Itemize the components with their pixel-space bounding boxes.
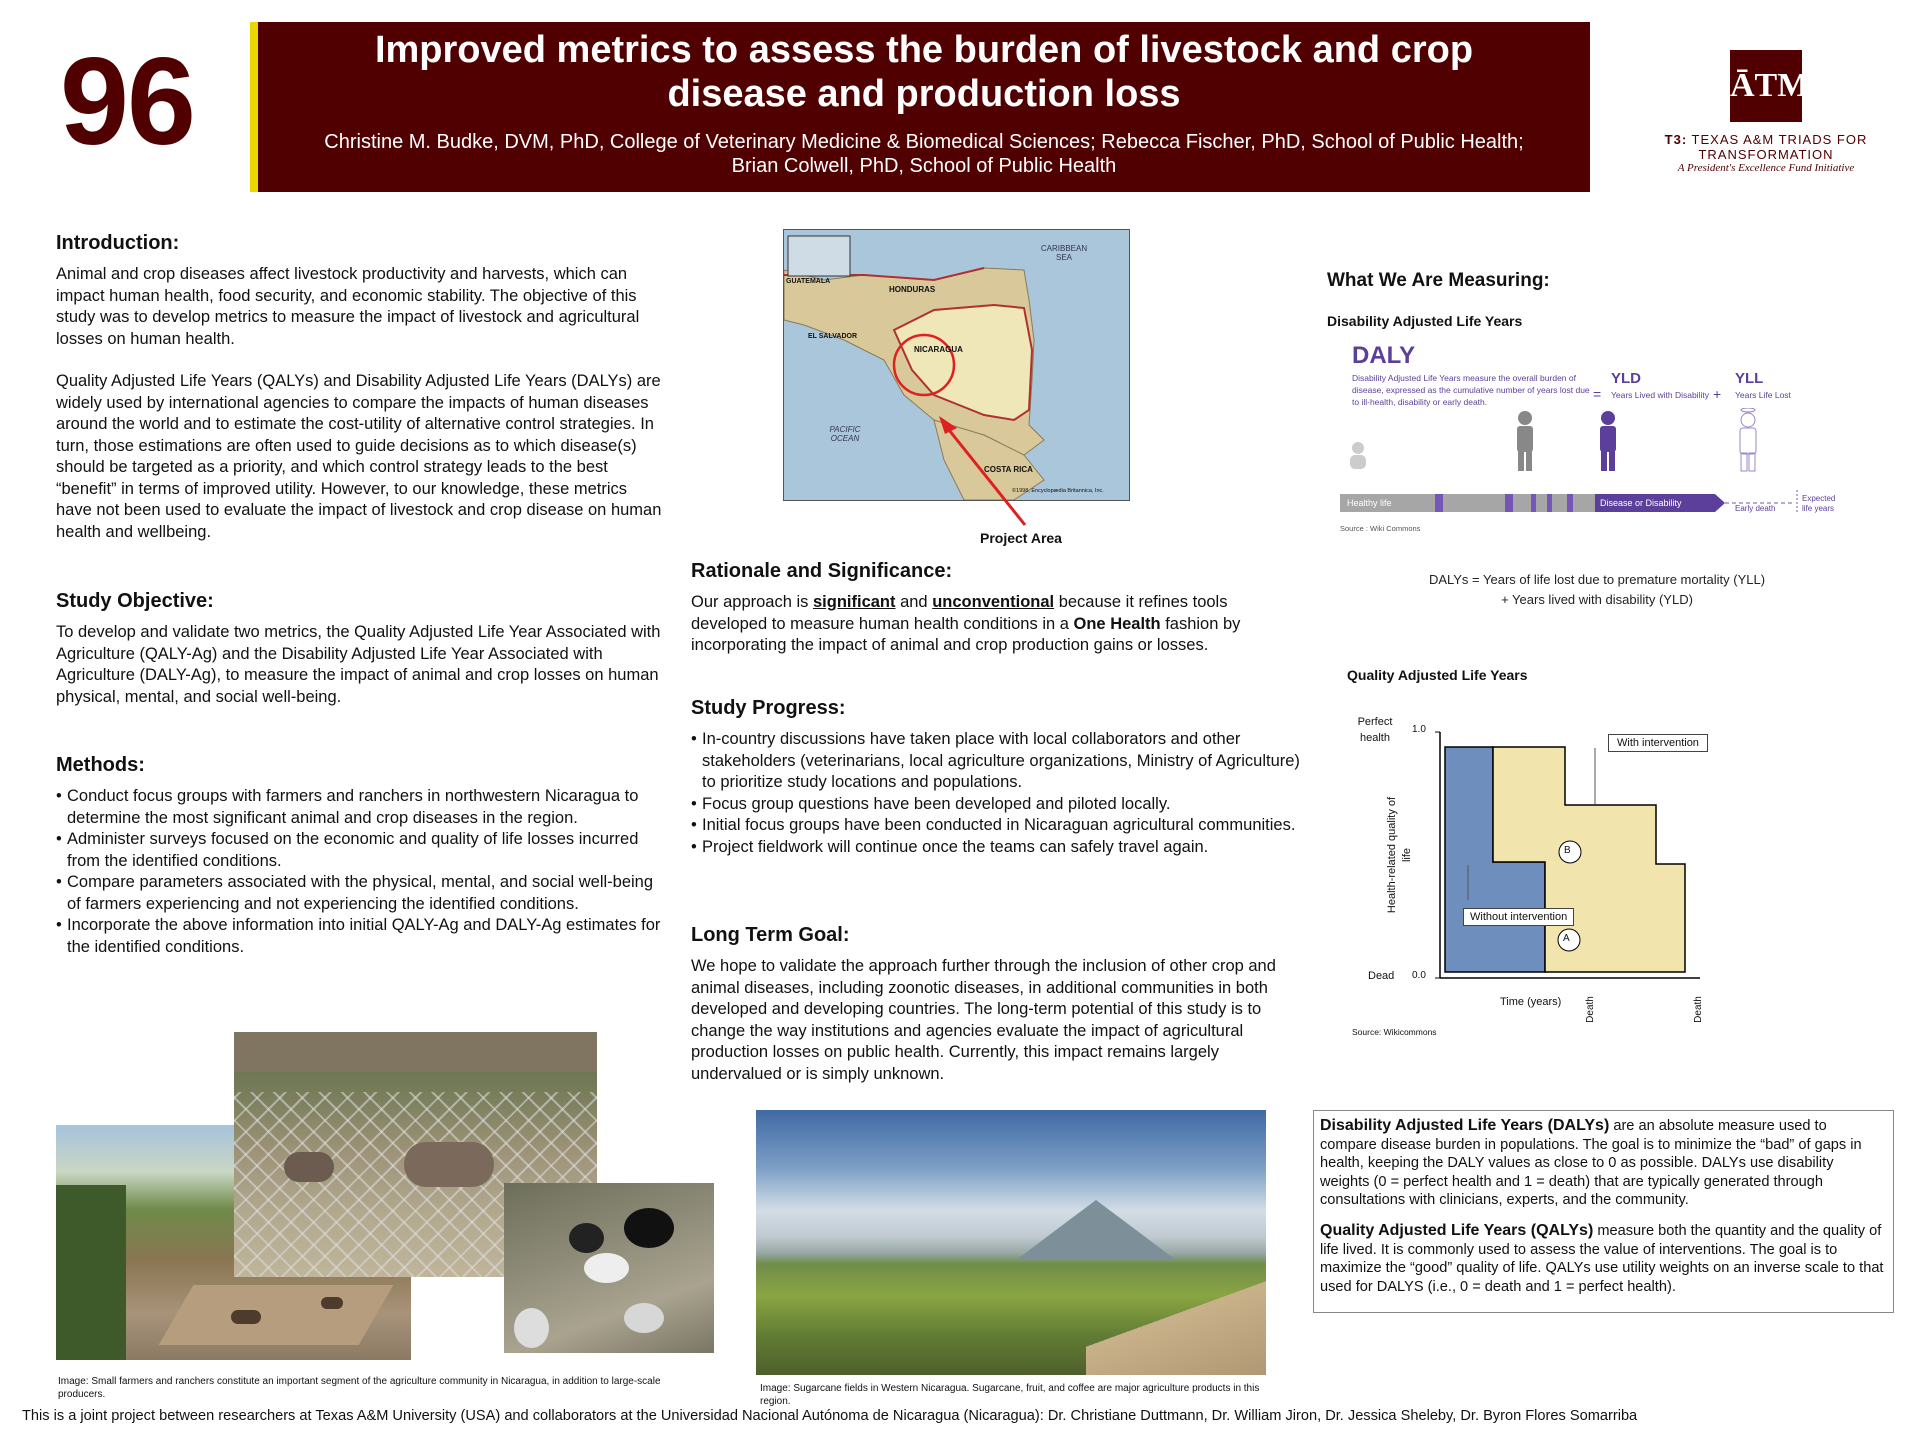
long-term-text: We hope to validate the approach further through the inclusion of other crop and animal diseases, including zoonotic diseases, in additional communities in both developed and developing countries. The long-term potential of this study is to change the way institutions and agencies evaluate the impact of agricultural production losses on public health. Currently, this impact remains largely undervalued or is simply unknown. [691,957,1276,1083]
daly-term: Disability Adjusted Life Years (DALYs) [1320,1117,1610,1134]
objective-text: To develop and validate two metrics, the Quality Adjusted Life Year Associated with Agriculture (QALY-Ag) and the Disability Adjusted Life Year Associated with Agriculture (DALY-Ag), to measure the impact of animal and crop losses on human physical, mental, and social well-being. [56,623,661,706]
dirt-path-shape [159,1285,394,1345]
title-line-1: Improved metrics to assess the burden of livestock and crop [374,29,1474,71]
long-term-section [691,924,1301,1085]
qaly-heading: Quality Adjusted Life Years [1347,667,1528,683]
qaly-source: Source: Wikicommons [1352,1027,1437,1037]
map-label-pacific: PACIFIC OCEAN [829,425,861,443]
disability-mark [1435,494,1443,512]
methods-item: • Compare parameters associated with the physical, mental, and social well-being of farmers experiencing and not experiencing the identified conditions. [56,872,666,915]
progress-list [691,729,1301,858]
plus-sign: + [1713,386,1722,402]
daly-formula-line-2: + Years lived with disability (YLD) [1501,592,1693,607]
rationale-text [691,592,1296,657]
project-area-arrow [935,410,1055,530]
white-chicken-shape [514,1308,549,1348]
dead-label: Dead [1368,970,1395,982]
daly-formula [1327,570,1867,610]
daly-figures-svg [1335,408,1845,513]
progress-item: • Initial focus groups have been conducted in Nicaraguan agricultural communities. [691,815,1301,837]
volcano-shape [1016,1200,1176,1260]
methods-item: • Incorporate the above information into initial QALY-Ag and DALY-Ag estimates for the identified conditions. [56,915,666,958]
measuring-heading: What We Are Measuring: [1327,270,1550,291]
death-label-2: Death [1692,996,1704,1023]
t3-text [1636,132,1896,162]
black-chicken-shape [569,1223,604,1253]
dirt-road-shape [1086,1270,1266,1375]
y-top-label: 1.0 [1412,724,1426,735]
white-chicken-shape [624,1303,664,1333]
progress-heading: Study Progress: [691,697,846,719]
atm-logo-mark: ĀTM [1730,50,1802,122]
inset-map [788,236,850,276]
poster-number: 96 [60,33,194,171]
t3-subtitle: A President's Excellence Fund Initiative [1677,162,1855,174]
daly-heading: Disability Adjusted Life Years [1327,313,1523,329]
methods-list [56,786,666,958]
yld-label: YLD [1611,370,1641,387]
t3-name: TEXAS A&M TRIADS FOR TRANSFORMATION [1691,132,1868,162]
qaly-term: Quality Adjusted Life Years (QALYs) [1320,1221,1594,1239]
introduction-section [56,232,666,543]
significant-emphasis: significant [812,593,896,611]
pig-shape [284,1152,334,1182]
yld-sublabel: Years Lived with Disability [1611,390,1709,400]
rationale-text-part: and [895,593,933,611]
white-chicken-shape [584,1253,629,1283]
map-copyright: ©1998, Encyclopædia Britannica, Inc. [1012,488,1104,494]
poster-title [258,28,1590,116]
y-bottom-label: 0.0 [1412,970,1426,981]
map-label-nicaragua: NICARAGUA [914,345,963,354]
sick-figure [1600,411,1616,471]
introduction-paragraph-2: Quality Adjusted Life Years (QALYs) and Disability Adjusted Life Years (DALYs) are widely used by international agencies to compare the impacts of human diseases around the world and to estimate the cost-utility of alternative control strategies. In turn, those estimations are often used to guide decisions as to which disease(s) should be targeted as a priority, and which control strategy leads to the best “benefit” in terms of improved utility. However, to our knowledge, these metrics have not been used to evaluate the impact of livestock and crop disease on human health and wellbeing. [56,372,662,541]
disability-mark [1505,494,1513,512]
rationale-heading: Rationale and Significance: [691,560,953,582]
methods-item: • Conduct focus groups with farmers and ranchers in northwestern Nicaragua to determine the most significant animal and crop diseases in the region. [56,786,666,829]
objective-section [56,590,666,708]
pig-shape [321,1297,343,1309]
introduction-heading: Introduction: [56,232,180,254]
disability-mark [1567,494,1573,512]
daly-description: Disability Adjusted Life Years measure the overall burden of disease, expressed as the cumulative number of years lost due to ill-health, disability or early death. [1352,373,1590,407]
disability-mark [1547,494,1552,512]
rationale-text-part: because it refines tools developed to measure human health conditions in a [691,593,1228,633]
map-label-el-salvador: EL SALVADOR [808,333,858,340]
yll-label: YLL [1735,370,1764,387]
daly-title: DALY [1352,342,1416,369]
methods-item: • Administer surveys focused on the economic and quality of life losses incurred from the identified conditions. [56,829,666,872]
death-label-1: Death [1584,996,1596,1023]
unconventional-emphasis: unconventional [932,593,1055,611]
qaly-definition-text: measure both the quantity and the quality of life lived. It is commonly used to assess the value of interventions. The goal is to maximize the “good” quality of life. QALYs use utility weights on an inverse scale to that used for DALYS (i.e., 0 = death and 1 = perfect health). [1320,1222,1884,1295]
qaly-definition [1320,1222,1887,1296]
rationale-text-part: fashion by incorporating the impact of animal and crop production gains or losses. [691,614,1241,654]
rationale-section [691,560,1296,657]
yll-sublabel: Years Life Lost [1735,390,1791,400]
pig-shape [404,1142,494,1187]
map-label-guatemala: GUATEMALA [786,278,831,285]
methods-heading: Methods: [56,754,145,776]
baby-figure [1350,442,1366,469]
authors-line-2: Brian Colwell, PhD, School of Public Health [731,155,1117,177]
with-intervention-label: With intervention [1608,734,1708,752]
daly-source: Source : Wiki Commons [1340,524,1421,533]
introduction-paragraph-1: Animal and crop diseases affect livestock productivity and harvests, which can impact human health, food security, and economic stability. The objective of this study was to develop metrics to measure the impact of livestock and agricultural losses on human health. [56,265,640,348]
a-label: A [1563,933,1570,944]
b-label: B [1564,845,1571,856]
equals-sign: = [1593,386,1602,402]
trees-shape [56,1185,126,1360]
map-label-honduras: HONDURAS [889,285,936,294]
angel-figure [1740,408,1756,471]
title-banner [250,22,1590,192]
healthy-life-label: Healthy life [1347,498,1392,508]
expected-life-label: Expected life years [1802,494,1836,513]
definitions-box [1313,1110,1894,1313]
chickens-photo [504,1183,714,1353]
title-line-2: disease and production loss [667,73,1181,115]
daly-formula-line-1: DALYs = Years of life lost due to premature mortality (YLL) [1428,572,1766,587]
x-axis-label: Time (years) [1500,996,1562,1008]
early-death-label: Early death [1735,504,1776,513]
farm-caption: Image: Small farmers and ranchers constitute an important segment of the agriculture community in Nicaragua, in addition to large-scale producers. [58,1376,661,1400]
daly-graphic [1335,338,1845,538]
footer-acknowledgement: This is a joint project between researchers at Texas A&M University (USA) and collaborators at the Universidad Nacional Autónoma de Nicaragua (Nicaragua): Dr. Christiane Duttmann, Dr. William Jiron, Dr. Jessica Sheleby, Dr. Byron Flores Somarriba [22,1408,1638,1424]
long-term-heading: Long Term Goal: [691,924,850,946]
qaly-chart-svg [1340,700,1870,1040]
sugarcane-photo [756,1110,1266,1375]
progress-item: • In-country discussions have taken place with local collaborators and other stakeholders (veterinarians, local agriculture organizations, Ministry of Agriculture) to prioritize study locations and populations. [691,729,1301,794]
perfect-health-label: Perfect health [1357,716,1393,744]
project-area-label: Project Area [980,530,1062,546]
progress-item: • Focus group questions have been developed and piloted locally. [691,794,1301,816]
authors-line-1: Christine M. Budke, DVM, PhD, College of Veterinary Medicine & Biomedical Sciences; Rebecca Fischer, PhD, School of Public Health; [324,131,1524,153]
progress-item: • Project fieldwork will continue once the teams can safely travel again. [691,837,1301,859]
sugarcane-caption: Image: Sugarcane fields in Western Nicaragua. Sugarcane, fruit, and coffee are major agriculture products in this region. [760,1383,1260,1407]
rationale-text-part: Our approach is [691,593,813,611]
disease-label: Disease or Disability [1600,498,1682,508]
disability-mark [1531,494,1536,512]
black-chicken-shape [624,1208,674,1248]
map-label-caribbean: CARIBBEAN SEA [1040,244,1088,262]
one-health-emphasis: One Health [1073,614,1161,633]
authors [258,130,1590,178]
qaly-chart [1340,700,1870,1040]
t3-prefix: T3: [1664,132,1688,147]
adult-figure [1517,411,1533,471]
y-axis-label: Health-related quality of life [1386,796,1413,914]
map-label-costa-rica: COSTA RICA [984,465,1033,474]
daly-definition-text: are an absolute measure used to compare disease burden in populations. The goal is to minimize the “bad” of gaps in health, keeping the DALY values as close to 0 as possible. DALYs use disability weights (0 = perfect health and 1 = death) that are typically generated through consultations with clinicians, experts, and the community. [1320,1118,1862,1209]
roof-shape [234,1032,597,1072]
objective-heading: Study Objective: [56,590,214,612]
without-intervention-label: Without intervention [1463,908,1574,926]
tamu-logo [1636,50,1896,174]
progress-section [691,697,1301,858]
methods-section [56,754,666,958]
pig-shape [231,1310,261,1324]
daly-definition [1320,1117,1887,1210]
